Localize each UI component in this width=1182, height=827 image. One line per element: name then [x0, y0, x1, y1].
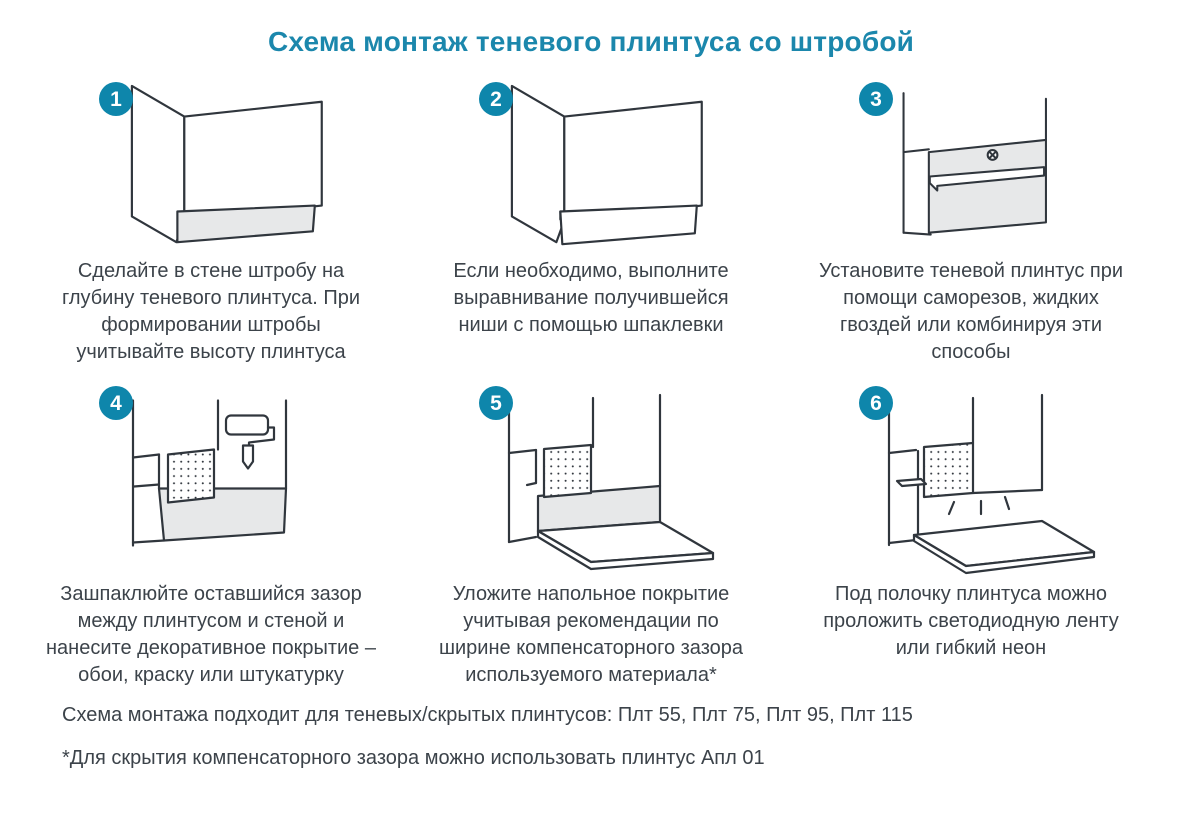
- step-5-figure: [401, 384, 781, 581]
- step-caption: Сделайте в стене штробу на глубину теневого плинтуса. При формировании штробы учитывайте высоту плинтуса: [61, 260, 361, 363]
- asterisk-note: *Для скрытия компенсаторного зазора можно использовать плинтус Апл 01: [62, 747, 765, 769]
- step-caption: Уложите напольное покрытие учитывая рекомендации по ширине компенсаторного зазора используемого материала*: [438, 583, 744, 686]
- step-caption: Если необходимо, выполните выравнивание получившейся ниши с помощью шпаклевки: [453, 260, 729, 336]
- step-number-badge: 5: [479, 386, 513, 420]
- putty-dots-patch: [924, 443, 973, 497]
- screw-icon: [988, 150, 998, 160]
- step-card-3: [781, 80, 1161, 366]
- step-number-badge: 2: [479, 82, 513, 116]
- step-4-figure: [21, 384, 401, 581]
- step-caption: Установите теневой плинтус при помощи саморезов, жидких гвоздей или комбинируя эти способы: [818, 260, 1124, 363]
- step-card-1: [21, 80, 401, 366]
- paint-roller-icon: [226, 416, 274, 469]
- step-card-5: [401, 384, 781, 689]
- page-title: Схема монтаж теневого плинтуса со штробой: [267, 26, 915, 57]
- footer-notes: [62, 703, 1182, 770]
- step-card-2: [401, 80, 781, 366]
- step-caption: Под полочку плинтуса можно проложить светодиодную ленту или гибкий неон: [823, 583, 1119, 659]
- step-6-figure: [781, 384, 1161, 581]
- step-card-6: [781, 384, 1161, 689]
- step-number-badge: 6: [859, 386, 893, 420]
- step-card-4: [21, 384, 401, 689]
- compatibility-note: Схема монтажа подходит для теневых/скрытых плинтусов: Плт 55, Плт 75, Плт 95, Плт 115: [62, 704, 913, 726]
- step-1-figure: [21, 80, 401, 258]
- step-3-figure: [781, 80, 1161, 258]
- step-number-badge: 4: [99, 386, 133, 420]
- floor-slab: [538, 522, 713, 569]
- plinth-shelf: [897, 479, 926, 486]
- shadow-groove-strip: [177, 206, 314, 243]
- leveled-niche-strip: [560, 206, 696, 245]
- step-2-figure: [401, 80, 781, 258]
- led-light-rays-icon: [949, 497, 1009, 514]
- steps-grid: [0, 80, 1182, 689]
- step-caption: Зашпаклюйте оставшийся зазор между плинтусом и стеной и нанесите декоративное покрытие – обои, краску или штукатурку: [46, 583, 376, 686]
- step-number-badge: 1: [99, 82, 133, 116]
- putty-dots-patch: [544, 445, 591, 497]
- floor-slab: [914, 521, 1094, 573]
- putty-dots-patch: [168, 450, 214, 503]
- step-number-badge: 3: [859, 82, 893, 116]
